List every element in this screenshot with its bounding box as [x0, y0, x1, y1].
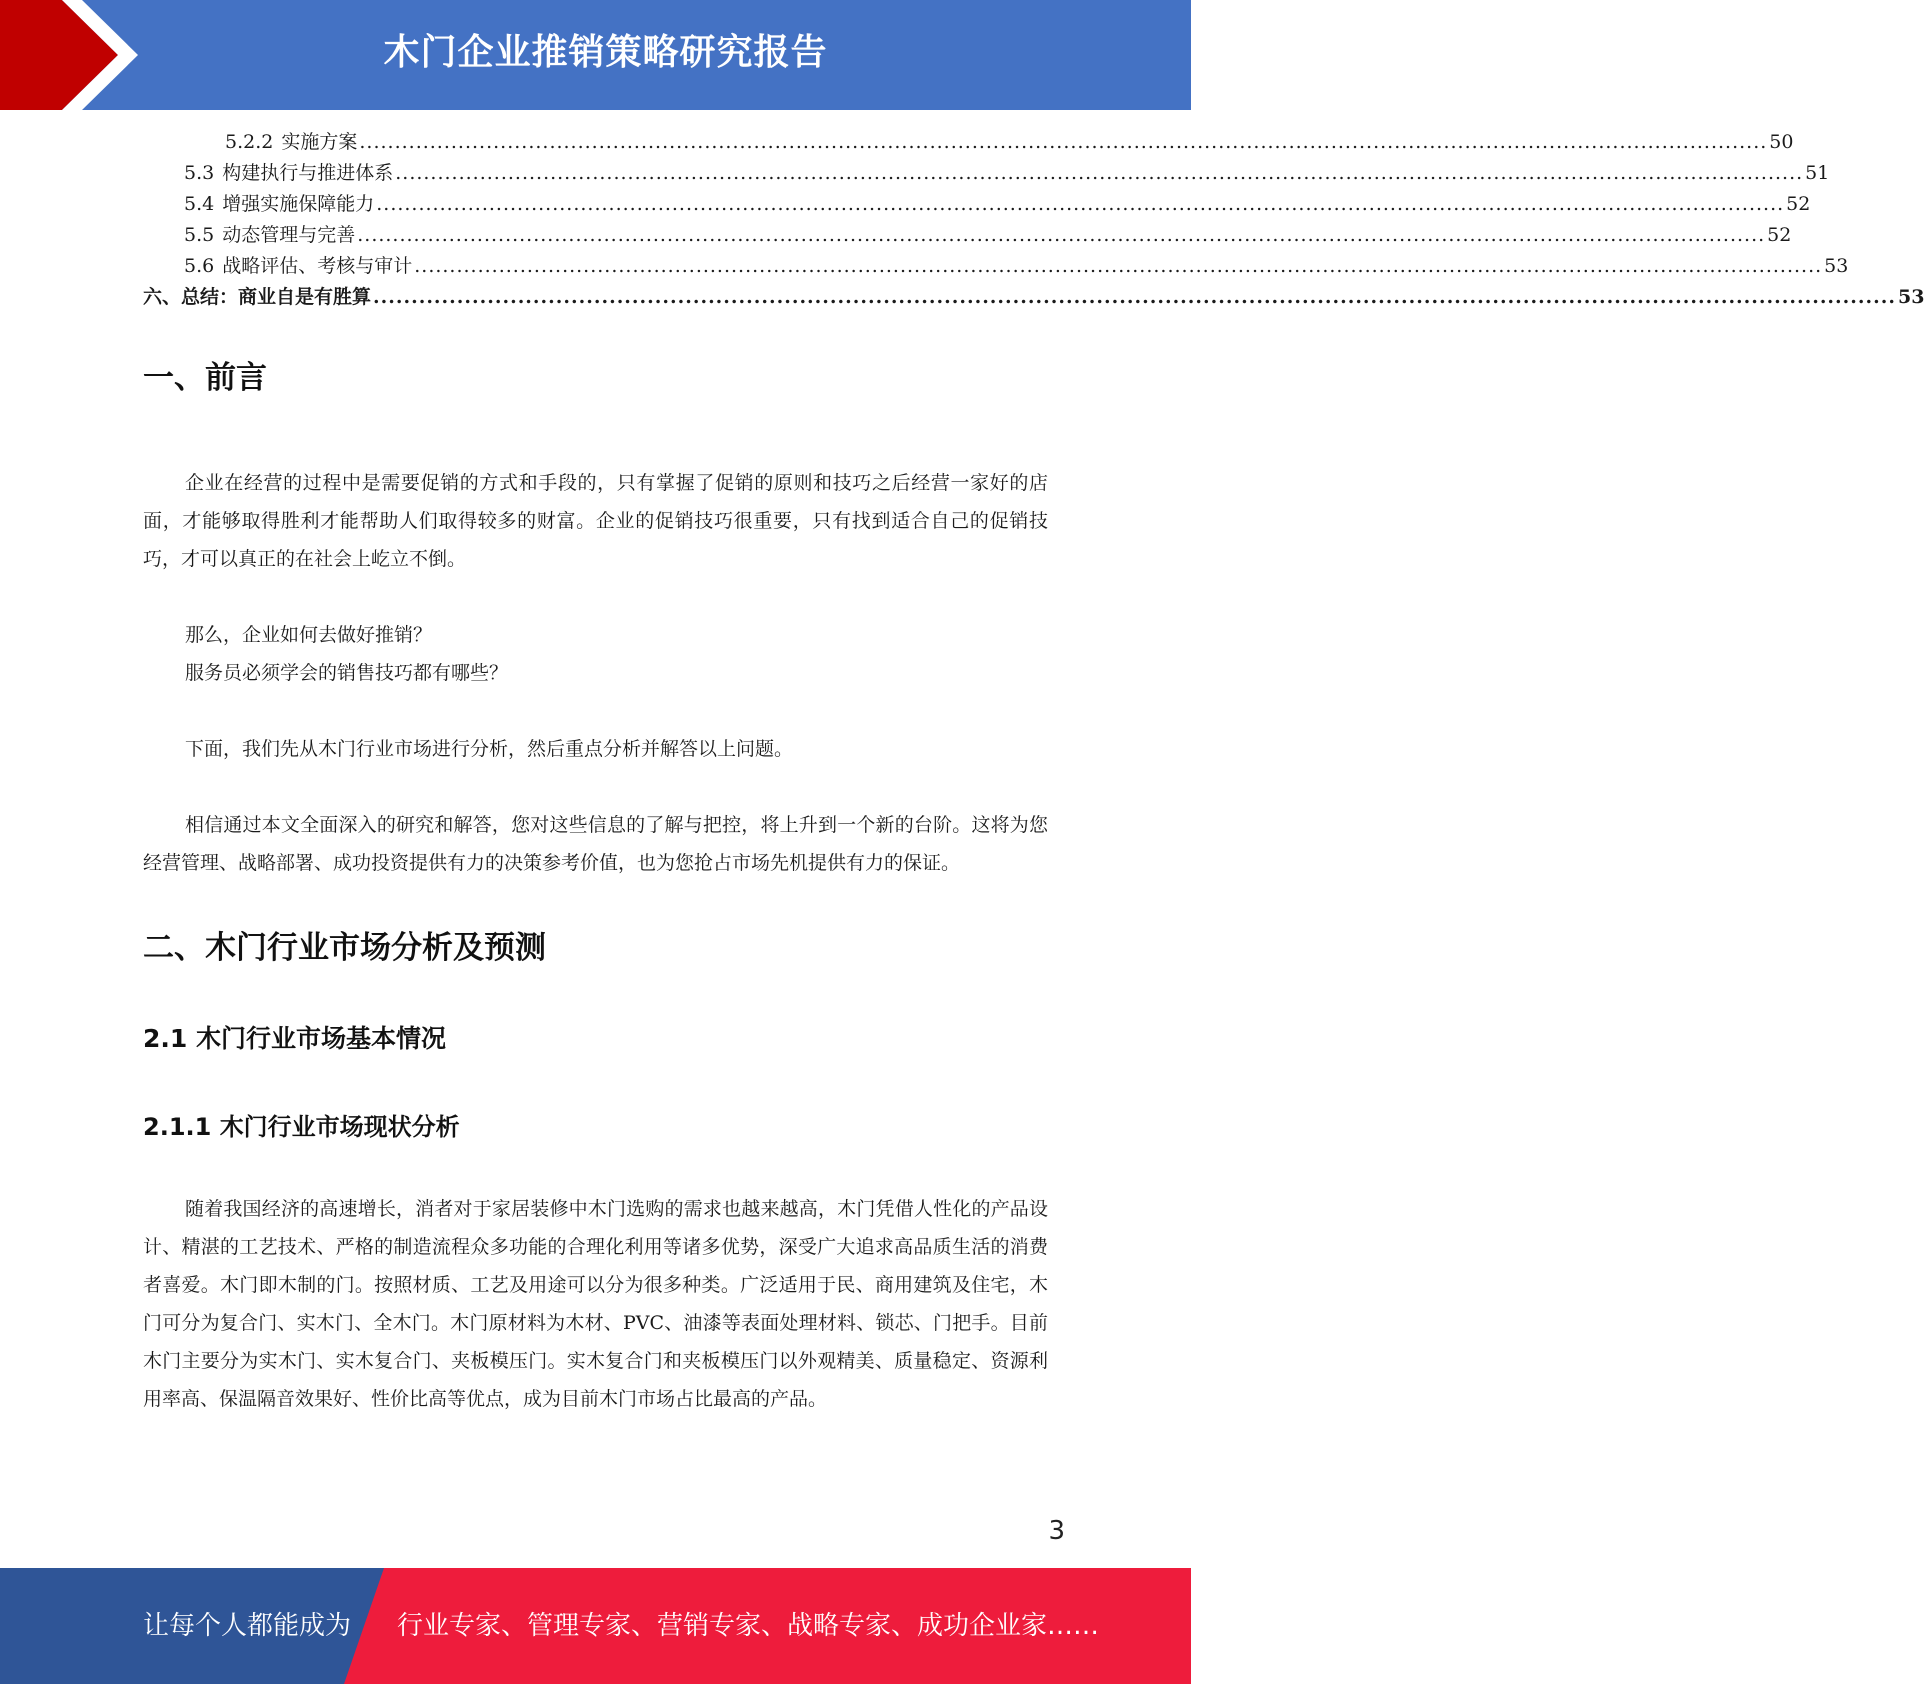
- toc-leader-dots: ........................................................................................................................................................................................................: [373, 286, 1896, 308]
- toc-entry-page: 51: [1805, 162, 1830, 184]
- toc-entry-number: 5.5: [184, 224, 215, 246]
- question-line: 服务员必须学会的销售技巧都有哪些？: [185, 662, 509, 684]
- toc-entry-number: 5.3: [184, 162, 215, 184]
- toc-entry-label: 构建执行与推进体系: [222, 162, 394, 184]
- body-paragraph: 下面，我们先从木门行业市场进行分析，然后重点分析并解答以上问题。: [185, 738, 794, 760]
- toc-entry[interactable]: [143, 127, 1794, 158]
- toc-entry-page: 52: [1786, 193, 1811, 215]
- body-paragraph: 相信通过本文全面深入的研究和解答，您对这些信息的了解与把控，将上升到一个新的台阶。这将为您经营管理、战略部署、成功投资提供有力的决策参考价值，也为您抢占市场先机提供有力的保证。: [143, 814, 1048, 874]
- toc-entry-number: 5.4: [184, 193, 215, 215]
- toc-entry[interactable]: [143, 251, 1849, 282]
- toc-leader-dots: ........................................................................................................................................................................................................: [414, 255, 1823, 277]
- page-footer: [0, 1568, 1191, 1684]
- toc-entry-label: 动态管理与完善: [222, 224, 356, 246]
- section-heading-preface: 一、前言: [143, 360, 267, 396]
- subsubsection-heading: 2.1.1 木门行业市场现状分析: [143, 1113, 460, 1141]
- toc-entry-label: 增强实施保障能力: [222, 193, 375, 215]
- question-line: 那么，企业如何去做好推销？: [185, 624, 433, 646]
- toc-leader-dots: ........................................................................................................................................................................................................: [395, 162, 1804, 184]
- toc-entry-label: 六、总结：商业自是有胜算: [143, 286, 372, 308]
- toc-entry[interactable]: [143, 158, 1830, 189]
- table-of-contents: [143, 127, 1924, 313]
- document-title: 木门企业推销策略研究报告: [383, 32, 828, 73]
- footer-roles: 行业专家、管理专家、营销专家、战略专家、成功企业家……: [397, 1611, 1100, 1641]
- toc-entry-number: 5.2.2: [225, 131, 274, 153]
- page-header: [0, 0, 1191, 110]
- toc-leader-dots: ........................................................................................................................................................................................................: [376, 193, 1785, 215]
- toc-entry[interactable]: [143, 282, 1924, 313]
- toc-entry-label: 实施方案: [281, 131, 358, 153]
- footer-slogan: 让每个人都能成为: [143, 1611, 352, 1641]
- toc-leader-dots: ........................................................................................................................................................................................................: [359, 131, 1768, 153]
- section-heading-market-analysis: 二、木门行业市场分析及预测: [143, 930, 546, 966]
- body-paragraph: 随着我国经济的高速增长，消者对于家居装修中木门选购的需求也越来越高，木门凭借人性化的产品设计、精湛的工艺技术、严格的制造流程众多功能的合理化利用等诸多优势，深受广大追求高品质生活的消费者喜爱。木门即木制的门。按照材质、工艺及用途可以分为很多种类。广泛适用于民、商用建筑及住宅，木门可分为复合门、实木门、全木门。木门原材料为木材、PVC、油漆等表面处理材料、锁芯、门把手。目前木门主要分为实木门、实木复合门、夹板模压门。实木复合门和夹板模压门以外观精美、质量稳定、资源利用率高、保温隔音效果好、性价比高等优点，成为目前木门市场占比最高的产品。: [143, 1198, 1048, 1410]
- toc-entry[interactable]: [143, 189, 1811, 220]
- body-paragraph: 企业在经营的过程中是需要促销的方式和手段的，只有掌握了促销的原则和技巧之后经营一家好的店面，才能够取得胜利才能帮助人们取得较多的财富。企业的促销技巧很重要，只有找到适合自己的促销技巧，才可以真正的在社会上屹立不倒。: [143, 472, 1048, 570]
- toc-leader-dots: ........................................................................................................................................................................................................: [357, 224, 1766, 246]
- page-number: 3: [1048, 1516, 1065, 1546]
- toc-entry-page: 52: [1767, 224, 1792, 246]
- toc-entry-page: 53: [1824, 255, 1849, 277]
- toc-entry[interactable]: [143, 220, 1792, 251]
- toc-entry-page: 50: [1769, 131, 1794, 153]
- subsection-heading: 2.1 木门行业市场基本情况: [143, 1024, 446, 1053]
- document-body: [143, 350, 1048, 1418]
- toc-entry-page: 53: [1897, 286, 1924, 308]
- toc-entry-number: 5.6: [184, 255, 215, 277]
- toc-entry-label: 战略评估、考核与审计: [222, 255, 413, 277]
